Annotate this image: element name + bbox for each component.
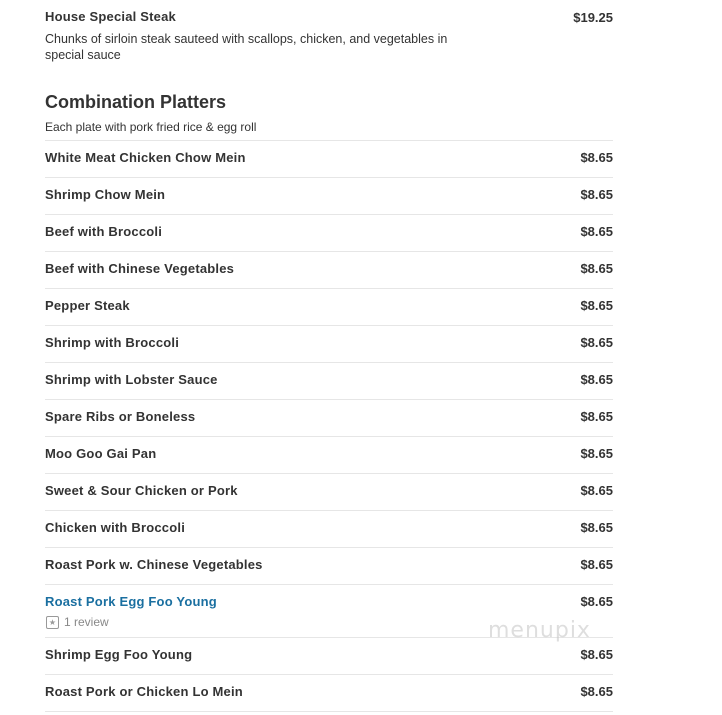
menu-item-house-special-steak — [45, 0, 613, 66]
menu-item-name: Shrimp with Broccoli — [45, 335, 180, 350]
menu-item-name: House Special Steak — [45, 9, 176, 24]
list-item — [45, 548, 613, 585]
review-star-icon: ★ — [46, 616, 59, 629]
menu-item-name: White Meat Chicken Chow Mein — [45, 150, 246, 165]
review-count-label: 1 review — [64, 615, 109, 629]
menu-item-name: Shrimp Egg Foo Young — [45, 647, 193, 662]
list-item — [45, 437, 613, 474]
list-item — [45, 215, 613, 252]
section-subtitle: Each plate with pork fried rice & egg roll — [45, 120, 257, 134]
menu-content — [45, 0, 613, 712]
menu-item-name: Chicken with Broccoli — [45, 520, 186, 535]
list-item — [45, 178, 613, 215]
menu-item-description: Chunks of sirloin steak sauteed with scallops, chicken, and vegetables in special sauce — [45, 32, 448, 62]
menu-item-name: Beef with Broccoli — [45, 224, 163, 239]
menu-item-price: $8.65 — [580, 261, 613, 276]
menupix-watermark-logo: menupix — [488, 618, 591, 643]
list-item — [45, 675, 613, 712]
menu-item-name: Shrimp with Lobster Sauce — [45, 372, 218, 387]
list-item — [45, 326, 613, 363]
list-item — [45, 400, 613, 437]
menu-item-name: Spare Ribs or Boneless — [45, 409, 196, 424]
list-item — [45, 252, 613, 289]
menu-item-price: $8.65 — [580, 409, 613, 424]
menu-item-price: $19.25 — [573, 10, 613, 25]
menu-item-name: Roast Pork w. Chinese Vegetables — [45, 557, 263, 572]
menu-item-price: $8.65 — [580, 684, 613, 699]
menu-item-price: $8.65 — [580, 594, 613, 609]
menu-item-price: $8.65 — [580, 187, 613, 202]
menu-item-price: $8.65 — [580, 224, 613, 239]
menu-item-name: Sweet & Sour Chicken or Pork — [45, 483, 238, 498]
section-title: Combination Platters — [45, 92, 227, 112]
menu-item-price: $8.65 — [580, 557, 613, 572]
menu-item-price: $8.65 — [580, 335, 613, 350]
menu-item-name: Pepper Steak — [45, 298, 130, 313]
list-item — [45, 141, 613, 178]
menu-item-name: Shrimp Chow Mein — [45, 187, 166, 202]
review-count[interactable] — [45, 614, 109, 630]
menu-item-price: $8.65 — [580, 647, 613, 662]
menu-item-price: $8.65 — [580, 446, 613, 461]
menu-item-name: Roast Pork or Chicken Lo Mein — [45, 684, 243, 699]
menu-item-price: $8.65 — [580, 520, 613, 535]
list-item — [45, 638, 613, 675]
menu-item-link-roast-pork-egg-foo-young[interactable]: Roast Pork Egg Foo Young — [45, 594, 217, 609]
menu-item-price: $8.65 — [580, 298, 613, 313]
menu-item-price: $8.65 — [580, 150, 613, 165]
menu-item-name: Beef with Chinese Vegetables — [45, 261, 235, 276]
list-item — [45, 511, 613, 548]
menu-item-price: $8.65 — [580, 483, 613, 498]
list-item — [45, 363, 613, 400]
list-item — [45, 474, 613, 511]
list-item — [45, 289, 613, 326]
menu-item-price: $8.65 — [580, 372, 613, 387]
menu-item-name: Moo Goo Gai Pan — [45, 446, 157, 461]
